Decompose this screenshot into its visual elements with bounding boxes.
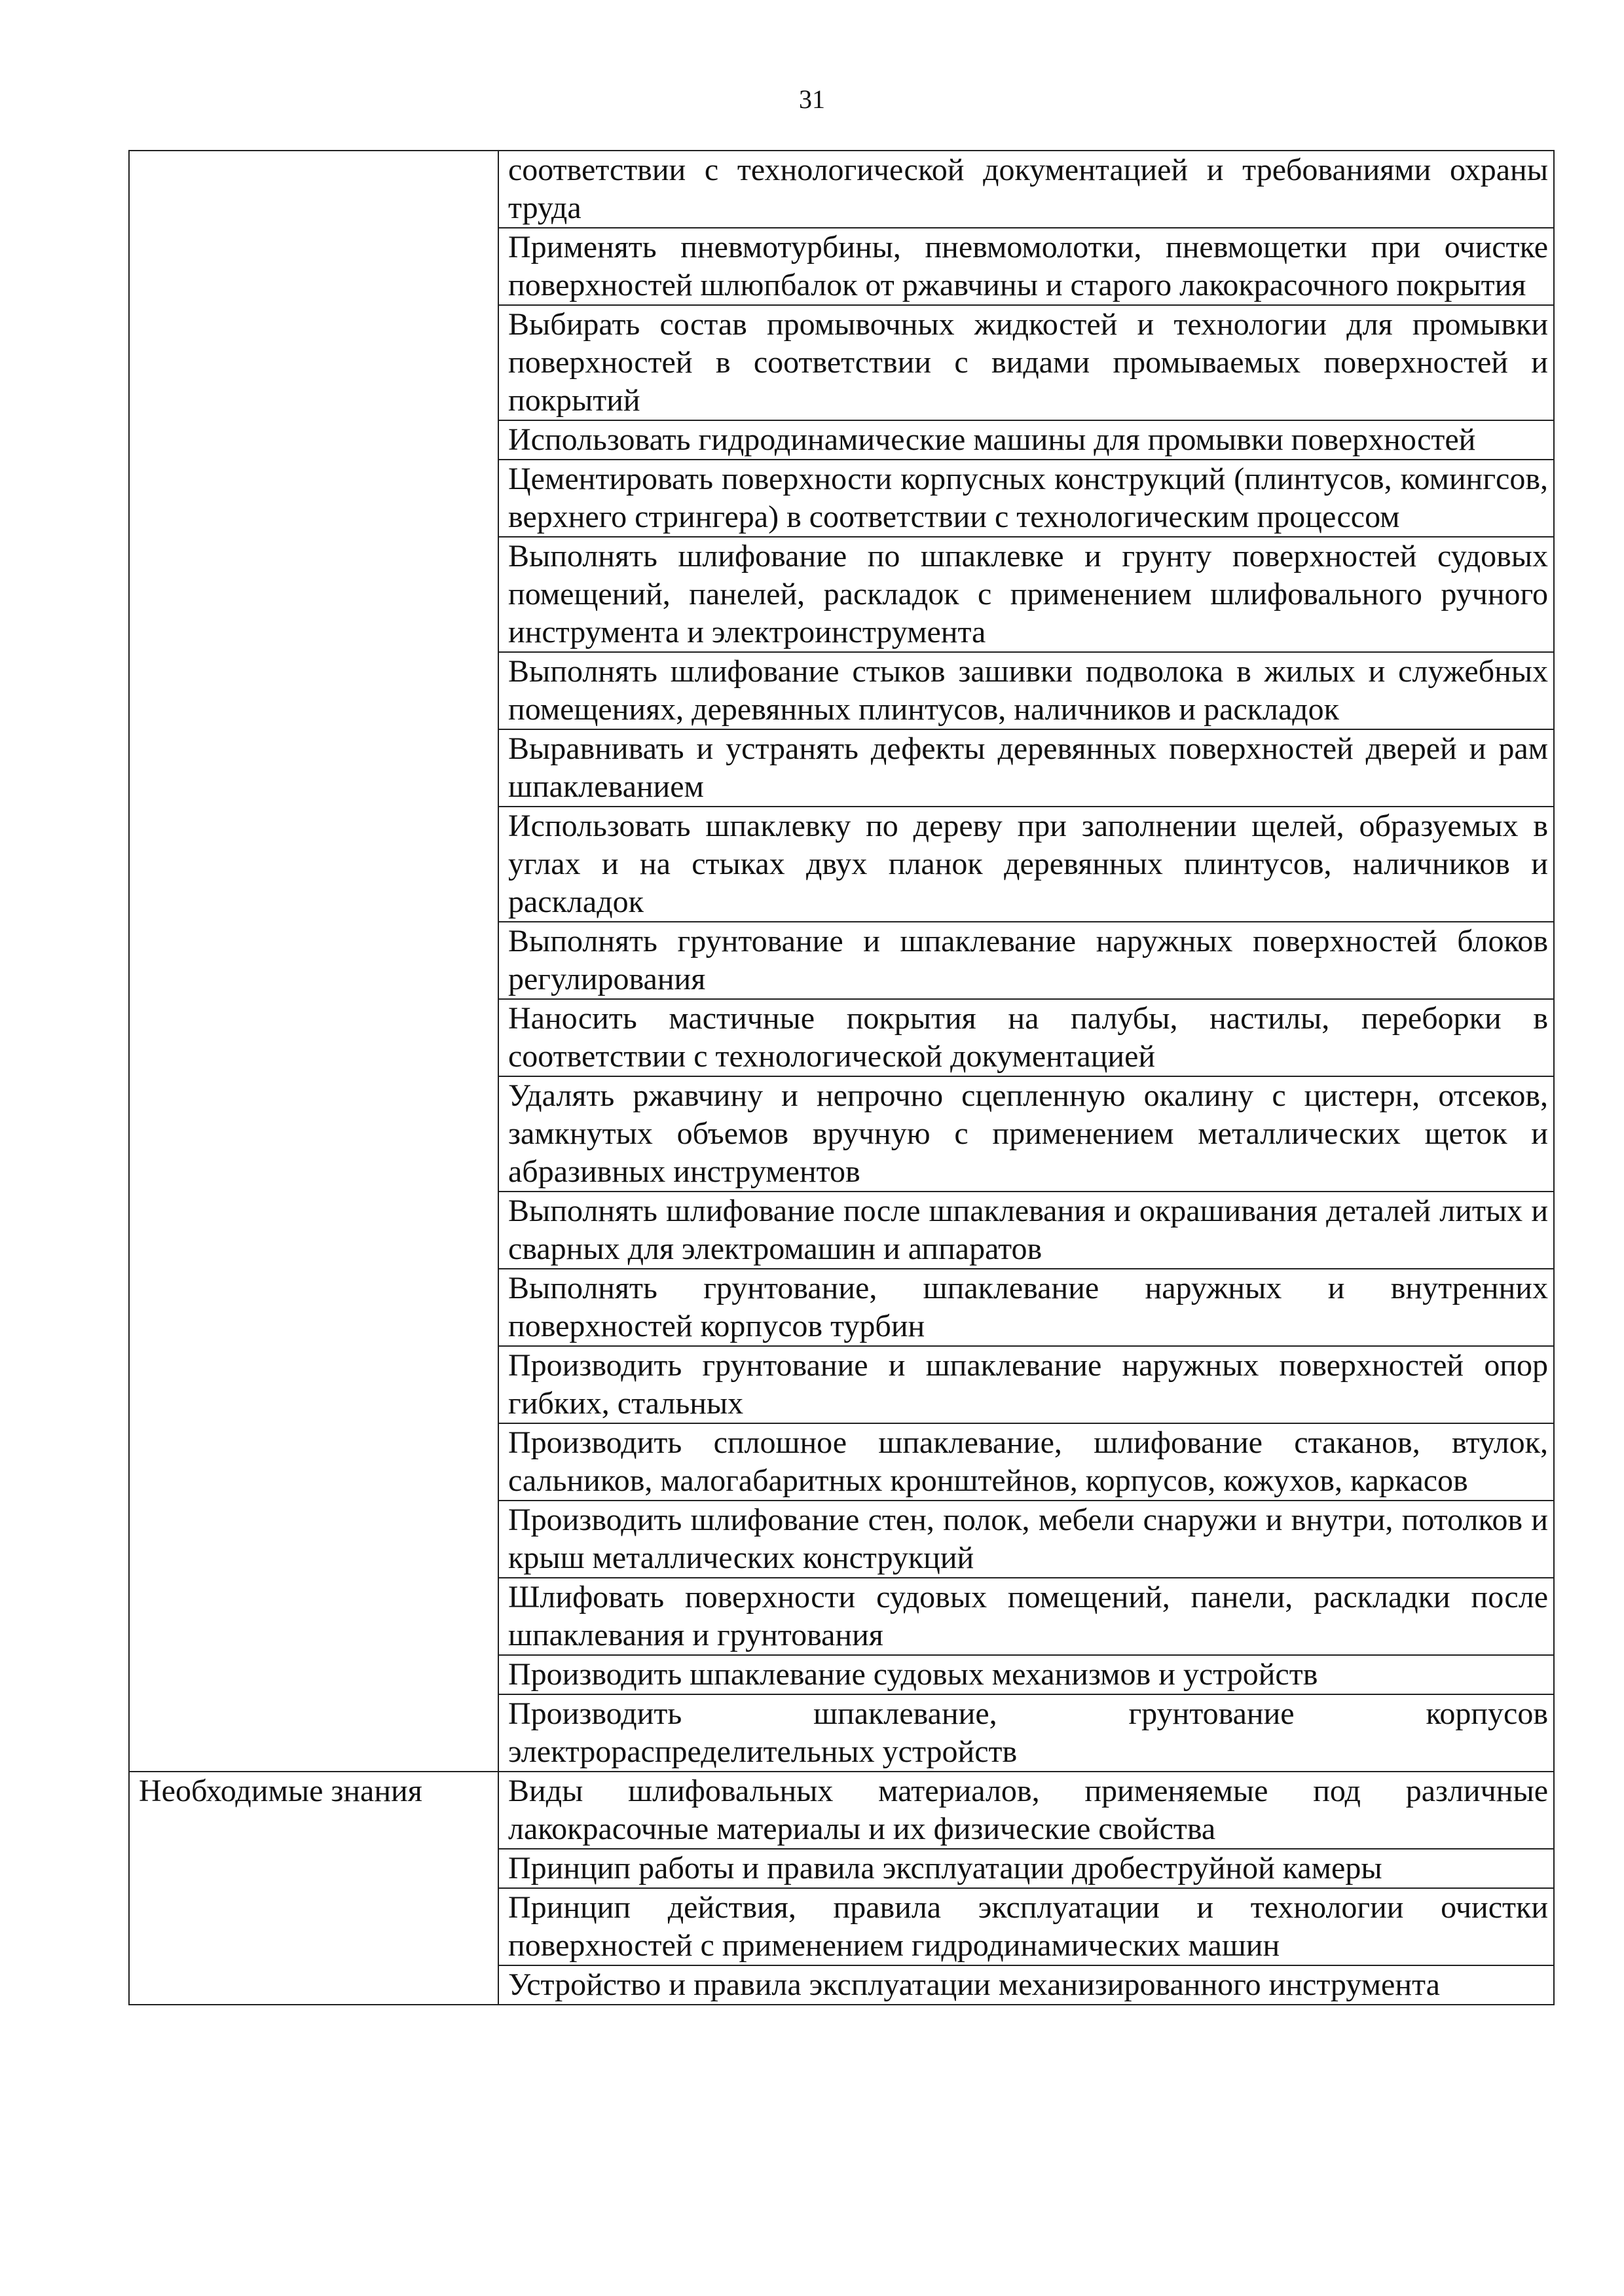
skill-item: Производить шлифование стен, полок, мебели снаружи и внутри, потолков и крыш металлических конструкций: [498, 1501, 1554, 1578]
skill-item: соответствии с технологической документацией и требованиями охраны труда: [498, 151, 1554, 228]
knowledge-item: Устройство и правила эксплуатации механизированного инструмента: [498, 1965, 1554, 2005]
skill-item: Выполнять грунтование, шпаклевание наружных и внутренних поверхностей корпусов турбин: [498, 1269, 1554, 1346]
knowledge-item: Принцип действия, правила эксплуатации и технологии очистки поверхностей с применением гидродинамических машин: [498, 1888, 1554, 1965]
skill-item: Применять пневмотурбины, пневмомолотки, пневмощетки при очистке поверхностей шлюпбалок от ржавчины и старого лакокрасочного покрытия: [498, 228, 1554, 305]
skill-item: Выбирать состав промывочных жидкостей и технологии для промывки поверхностей в соответствии с видами промываемых поверхностей и покрытий: [498, 305, 1554, 420]
competency-table: [128, 150, 1555, 2005]
skill-item: Цементировать поверхности корпусных конструкций (плинтусов, комингсов, верхнего стрингера) в соответствии с технологическим процессом: [498, 460, 1554, 537]
knowledge-label: Необходимые знания: [129, 1772, 498, 2005]
skills-label-cell: [129, 151, 498, 1772]
skill-item: Использовать гидродинамические машины для промывки поверхностей: [498, 420, 1554, 460]
skill-item: Наносить мастичные покрытия на палубы, настилы, переборки в соответствии с технологической документацией: [498, 999, 1554, 1076]
table-row: [129, 1772, 1554, 1849]
skill-item: Производить шпаклевание судовых механизмов и устройств: [498, 1655, 1554, 1694]
knowledge-item: Принцип работы и правила эксплуатации дробеструйной камеры: [498, 1849, 1554, 1888]
page-number: 31: [799, 84, 825, 114]
knowledge-item: Виды шлифовальных материалов, применяемые под различные лакокрасочные материалы и их физические свойства: [498, 1772, 1554, 1849]
skill-item: Производить шпаклевание, грунтование корпусов электрораспределительных устройств: [498, 1694, 1554, 1772]
skill-item: Использовать шпаклевку по дереву при заполнении щелей, образуемых в углах и на стыках двух планок деревянных плинтусов, наличников и раскладок: [498, 807, 1554, 922]
skill-item: Выполнять шлифование стыков зашивки подволока в жилых и служебных помещениях, деревянных плинтусов, наличников и раскладок: [498, 652, 1554, 729]
skill-item: Шлифовать поверхности судовых помещений, панели, раскладки после шпаклевания и грунтования: [498, 1578, 1554, 1655]
skill-item: Выполнять шлифование по шпаклевке и грунту поверхностей судовых помещений, панелей, раскладок с применением шлифовального ручного инструмента и электроинструмента: [498, 537, 1554, 652]
skill-item: Удалять ржавчину и непрочно сцепленную окалину с цистерн, отсеков, замкнутых объемов вручную с применением металлических щеток и абразивных инструментов: [498, 1076, 1554, 1192]
skill-item: Производить грунтование и шпаклевание наружных поверхностей опор гибких, стальных: [498, 1346, 1554, 1423]
skill-item: Производить сплошное шпаклевание, шлифование стаканов, втулок, сальников, малогабаритных кронштейнов, корпусов, кожухов, каркасов: [498, 1423, 1554, 1501]
skill-item: Выполнять шлифование после шпаклевания и окрашивания деталей литых и сварных для электромашин и аппаратов: [498, 1192, 1554, 1269]
skill-item: Выполнять грунтование и шпаклевание наружных поверхностей блоков регулирования: [498, 922, 1554, 999]
skill-item: Выравнивать и устранять дефекты деревянных поверхностей дверей и рам шпаклеванием: [498, 729, 1554, 807]
table-row: [129, 151, 1554, 228]
